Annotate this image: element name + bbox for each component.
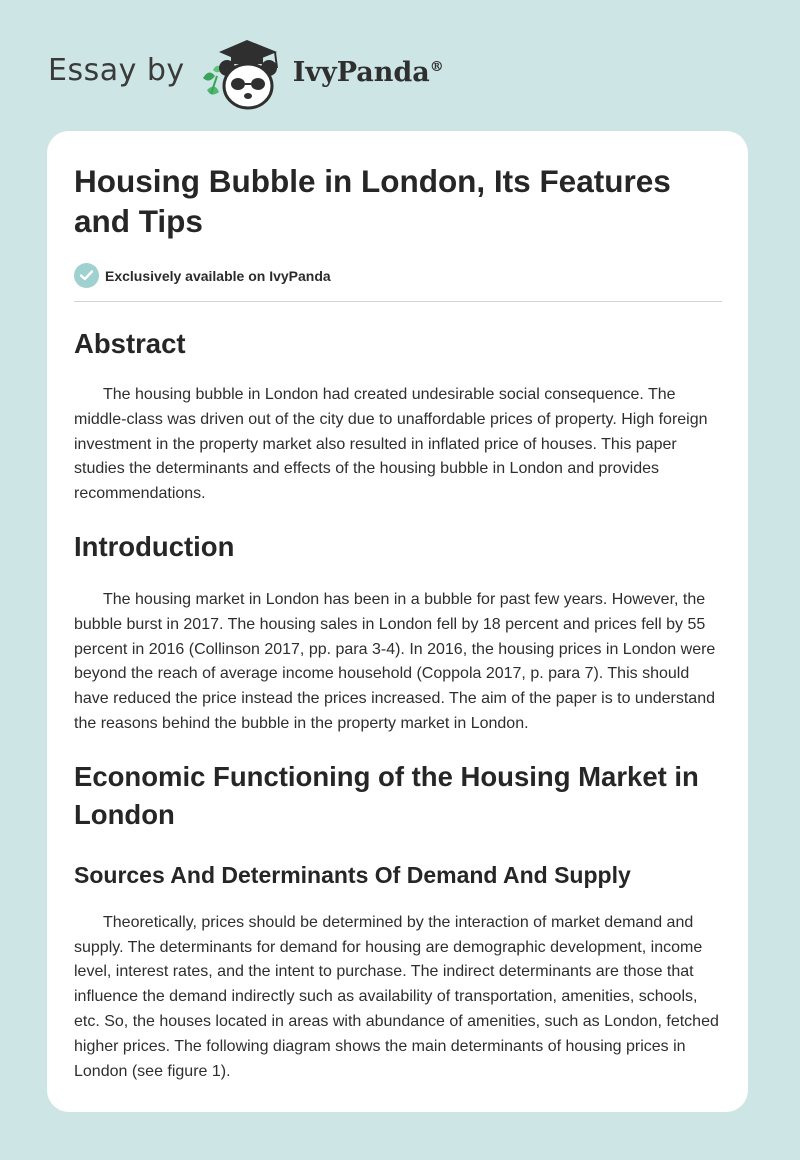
divider <box>74 301 722 302</box>
site-header <box>48 34 468 114</box>
heading-introduction: Introduction <box>74 530 235 562</box>
exclusive-badge <box>74 263 722 288</box>
check-icon <box>74 263 99 288</box>
sources-paragraph: Theoretically, prices should be determined by the interaction of market demand and supply. The determinants for demand for housing are demographic development, income level, interest rates, and the intent to purchase. The indirect determinants are those that influence the demand indirectly such as availability of transportation, amenities, schools, etc. So, the houses located in areas with abundance of amenities, such as London, fetched higher prices. The following diagram shows the main determinants of housing prices in London (see figure 1). <box>74 913 719 1080</box>
brand-name[interactable]: IvyPanda® <box>292 56 444 88</box>
introduction-paragraph: The housing market in London has been in a bubble for past few years. However, the bubble burst in 2017. The housing sales in London fell by 18 percent and prices fell by 55 percent in 2016 (Collinson 2017, pp. para 3-4). In 2016, the housing prices in London were beyond the reach of average income household (Coppola 2017, p. para 7). This should have reduced the price instead the prices increased. The aim of the paper is to understand the reasons behind the bubble in the property market in London. <box>74 590 716 732</box>
essay-by-label: Essay by <box>48 52 185 88</box>
article-card <box>47 131 748 1112</box>
abstract-paragraph: The housing bubble in London had created undesirable social consequence. The middle-class was driven out of the city due to unaffordable prices of property. High foreign investment in the property market also resulted in inflated price of houses. This paper studies the determinants and effects of the housing bubble in London and provides recommendations. <box>74 386 708 503</box>
heading-sources-determinants: Sources And Determinants Of Demand And Supply <box>74 861 631 888</box>
exclusive-label: Exclusively available on IvyPanda <box>105 267 331 284</box>
article-title: Housing Bubble in London, Its Features and Tips <box>74 163 671 239</box>
heading-abstract: Abstract <box>74 328 186 359</box>
ivypanda-logo-icon[interactable] <box>197 34 289 114</box>
registered-mark: ® <box>429 58 444 75</box>
heading-economic-functioning: Economic Functioning of the Housing Market in London <box>74 760 699 830</box>
